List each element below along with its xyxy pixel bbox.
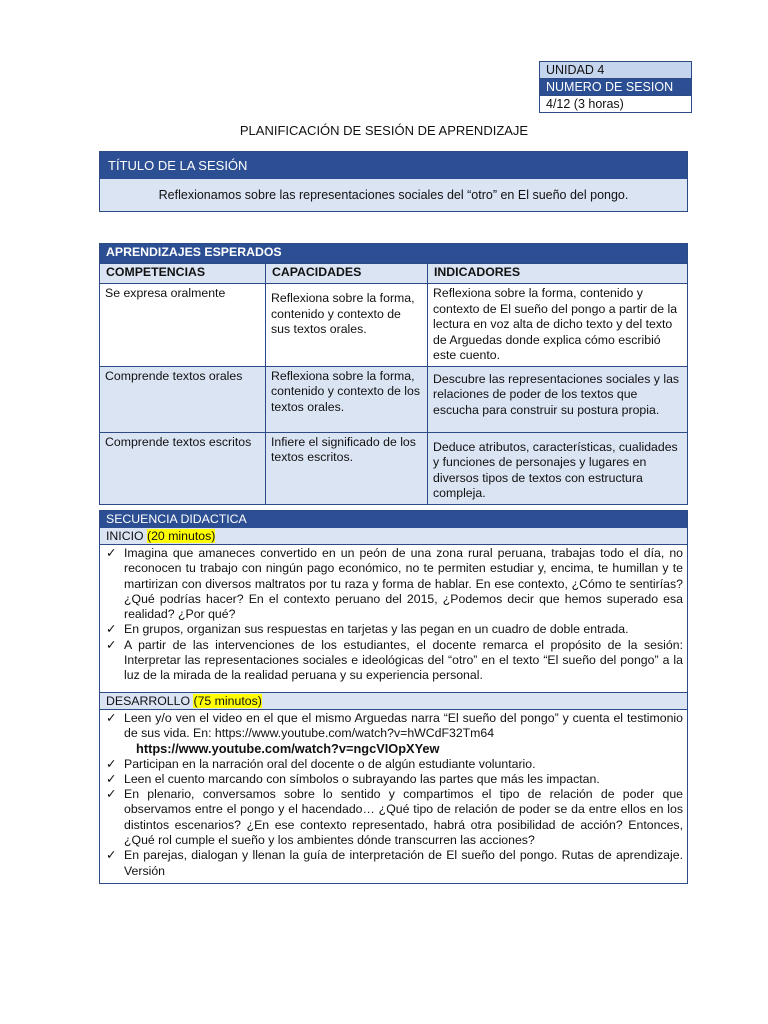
secuencia-heading: SECUENCIA DIDACTICA	[100, 511, 687, 528]
list-item: ✓ En grupos, organizan sus respuestas en tarjetas y las pegan en un cuadro de doble entrada.	[106, 622, 629, 637]
list-item: ✓ A partir de las intervenciones de los estudiantes, el docente remarca el propósito de la sesión: Interpretar las representaciones sociales e ideológicas del “otro” en el texto “El sueño del pongo” a la luz de la mirada de la realidad peruana y su experiencia personal.	[106, 637, 683, 683]
session-title-box	[99, 151, 688, 212]
list-item: ✓ En plenario, conversamos sobre lo sentido y compartimos el tipo de relación de poder que observamos entre el pongo y el hacendado… ¿Qué tipo de relación de poder se da entre ellos en los distintos escenarios? ¿En ese contexto representado, habrá otra posibilidad de acción? Entonces, ¿Qué rol cumple el sueño y los ambientes dónde transcurren las acciones?	[106, 787, 683, 848]
session-title-heading: TÍTULO DE LA SESIÓN	[100, 152, 687, 179]
list-item: ✓ Leen el cuento marcando con símbolos o subrayando las partes que más les impactan.	[106, 771, 600, 786]
check-icon: ✓	[106, 756, 117, 771]
desarrollo-time: (75 minutos)	[193, 693, 262, 708]
unit-label: UNIDAD 4	[540, 62, 691, 79]
list-item: ✓ Imagina que amaneces convertido en un peón de una zona rural peruana, trabajas todo el día, no reconocen tu trabajo con ningún pago económico, no te permiten estudiar y, encima, te humillan y te martirizan con diversos maltratos por tu raza y forma de hablar. En ese contexto, ¿Cómo te sentirías? ¿Qué podrías hacer? En el contexto peruano del 2015, ¿Podemos decir que hemos superado esa realidad? ¿Por qué?	[106, 546, 683, 622]
capacidad-cell: Infiere el significado de los textos escritos.	[266, 432, 428, 504]
table-row	[100, 284, 688, 367]
aprendizajes-heading: APRENDIZAJES ESPERADOS	[100, 244, 688, 264]
inicio-heading	[100, 528, 687, 545]
competencia-cell: Comprende textos orales	[100, 366, 266, 432]
table-row	[100, 366, 688, 432]
indicador-cell: Reflexiona sobre la forma, contenido y contexto de El sueño del pongo a partir de la lectura en voz alta de dicho texto y del texto de Arguedas donde explica cómo escribió este cuento.	[428, 284, 688, 367]
capacidad-cell: Reflexiona sobre la forma, contenido y contexto de sus textos orales.	[266, 284, 428, 367]
session-number-value: 4/12 (3 horas)	[540, 96, 691, 112]
session-number-label: NUMERO DE SESION	[540, 79, 691, 96]
unit-box	[539, 61, 692, 113]
list-item: ✓ En parejas, dialogan y llenan la guía de interpretación de El sueño del pongo. Rutas de aprendizaje. Versión	[106, 848, 683, 878]
competencia-cell: Se expresa oralmente	[100, 284, 266, 367]
check-icon: ✓	[106, 787, 117, 802]
list-item: ✓ Leen y/o ven el video en el que el mismo Arguedas narra “El sueño del pongo” y cuenta el testimonio de sus vida. En: https://www.youtube.com/watch?v=hWCdF32Tm64 https://www.youtube.com/watch?v=ngcVIOpXYew	[106, 710, 683, 757]
desarrollo-label: DESARROLLO	[106, 693, 194, 708]
check-icon: ✓	[106, 546, 117, 560]
column-header-capacidades: CAPACIDADES	[266, 264, 428, 284]
capacidad-cell: Reflexiona sobre la forma, contenido y contexto de los textos orales.	[266, 366, 428, 432]
aprendizajes-table	[99, 243, 688, 505]
desarrollo-list	[100, 710, 687, 883]
column-header-indicadores: INDICADORES	[428, 264, 688, 284]
document-title: PLANIFICACIÓN DE SESIÓN DE APRENDIZAJE	[239, 123, 529, 138]
list-item: ✓ Participan en la narración oral del docente o de algún estudiante voluntario.	[106, 756, 536, 771]
inicio-label: INICIO	[106, 529, 147, 543]
check-icon: ✓	[106, 710, 117, 725]
video-link[interactable]: https://www.youtube.com/watch?v=ngcVIOpXYew	[136, 741, 440, 757]
column-header-competencias: COMPETENCIAS	[100, 264, 266, 284]
check-icon: ✓	[106, 622, 117, 637]
table-row	[100, 432, 688, 504]
indicador-cell: Deduce atributos, características, cualidades y funciones de personajes y lugares en diversos tipos de textos con estructura compleja.	[428, 432, 688, 504]
inicio-time: (20 minutos)	[147, 529, 216, 543]
secuencia-didactica-box	[99, 510, 688, 884]
check-icon: ✓	[106, 637, 117, 652]
check-icon: ✓	[106, 848, 117, 863]
competencia-cell: Comprende textos escritos	[100, 432, 266, 504]
inicio-list	[100, 545, 687, 688]
session-title-text: Reflexionamos sobre las representaciones sociales del “otro” en El sueño del pongo.	[100, 179, 687, 211]
check-icon: ✓	[106, 771, 117, 786]
indicador-cell: Descubre las representaciones sociales y las relaciones de poder de los textos que escucha para construir su postura propia.	[428, 366, 688, 432]
desarrollo-heading	[100, 692, 687, 710]
